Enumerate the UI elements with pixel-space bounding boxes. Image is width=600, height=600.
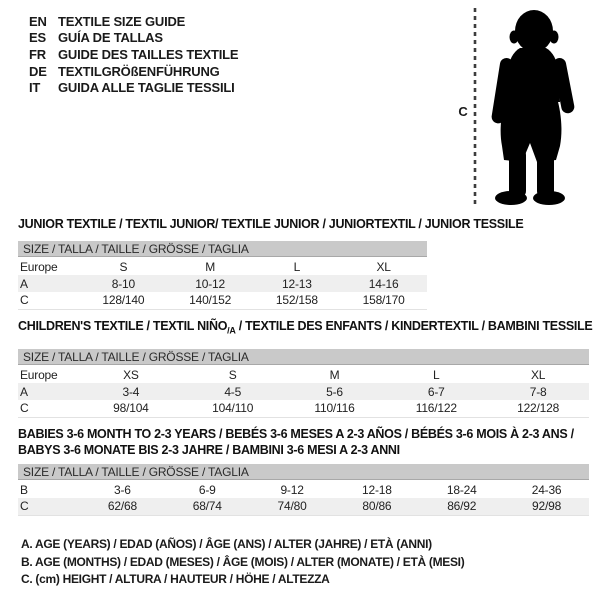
section-title-text: CHILDREN'S TEXTILE / TEXTIL NIÑO bbox=[18, 319, 228, 333]
size-cell: 12-18 bbox=[362, 482, 392, 497]
language-code: FR bbox=[29, 46, 46, 62]
language-code: EN bbox=[29, 13, 47, 29]
size-cell: S bbox=[228, 367, 237, 382]
table-row bbox=[18, 366, 589, 383]
size-header-bar: SIZE / TALLA / TAILLE / GRÖSSE / TAGLIA bbox=[18, 349, 589, 365]
height-marker-label: C bbox=[458, 104, 468, 119]
size-cell: 5-6 bbox=[284, 383, 386, 400]
row-label: C bbox=[18, 400, 80, 417]
size-cell: XL bbox=[530, 367, 546, 382]
language-row bbox=[29, 63, 238, 80]
size-cell: 7-8 bbox=[487, 383, 589, 400]
footnote-b: B. AGE (MONTHS) / EDAD (MESES) / ÂGE (MOIS) / ALTER (MONATE) / ETÀ (MESI) bbox=[21, 554, 465, 569]
footnote-a: A. AGE (YEARS) / EDAD (AÑOS) / ÂGE (ANS) / ALTER (JAHRE) / ETÀ (ANNI) bbox=[21, 537, 432, 551]
section-title-line1: BABIES 3-6 MONTH TO 2-3 YEARS / BEBÉS 3-6 MESES A 2-3 AÑOS / BÉBÉS 3-6 MOIS À 2-3 ANS / bbox=[18, 427, 574, 441]
size-cell: 9-12 bbox=[280, 482, 304, 497]
size-cell: 6-9 bbox=[198, 482, 216, 497]
toddler-silhouette-figure bbox=[455, 4, 595, 214]
size-cell: 74/80 bbox=[250, 498, 335, 515]
size-cell: 86/92 bbox=[419, 498, 504, 515]
size-cell: 24-36 bbox=[531, 482, 562, 497]
size-cell: 140/152 bbox=[167, 292, 254, 309]
row-label: C bbox=[18, 292, 80, 309]
language-code: DE bbox=[29, 63, 47, 79]
section-title-junior: JUNIOR TEXTILE / TEXTIL JUNIOR/ TEXTILE JUNIOR / JUNIORTEXTIL / JUNIOR TESSILE bbox=[18, 217, 524, 231]
language-code: IT bbox=[29, 80, 41, 96]
size-cell: 10-12 bbox=[167, 275, 254, 292]
babies-size-table-block bbox=[18, 464, 589, 516]
size-cell: M bbox=[205, 259, 216, 274]
row-label: B bbox=[20, 482, 28, 497]
toddler-silhouette-icon bbox=[491, 10, 576, 205]
language-row bbox=[29, 13, 238, 30]
size-cell: 116/122 bbox=[385, 400, 487, 417]
table-row bbox=[18, 481, 589, 498]
size-cell: XS bbox=[123, 367, 139, 382]
footnote-c: C. (cm) HEIGHT / ALTURA / HAUTEUR / HÖHE / ALTEZZA bbox=[21, 572, 330, 587]
language-label: GUIDE DES TAILLES TEXTILE bbox=[58, 46, 239, 62]
row-label: A bbox=[18, 383, 80, 400]
size-cell: S bbox=[119, 259, 128, 274]
row-label: Europe bbox=[20, 367, 58, 382]
size-cell: 62/68 bbox=[80, 498, 165, 515]
language-label: TEXTILE SIZE GUIDE bbox=[58, 13, 186, 29]
language-header bbox=[29, 13, 238, 96]
table-row bbox=[18, 400, 589, 417]
size-cell: 4-5 bbox=[182, 383, 284, 400]
size-cell: 18-24 bbox=[446, 482, 477, 497]
size-cell: M bbox=[329, 367, 340, 382]
language-label: GUÍA DE TALLAS bbox=[58, 30, 163, 46]
size-cell: 158/170 bbox=[340, 292, 427, 309]
language-row bbox=[29, 46, 238, 63]
children-size-table bbox=[18, 366, 589, 418]
language-row bbox=[29, 30, 238, 47]
size-cell: 152/158 bbox=[254, 292, 341, 309]
junior-size-table bbox=[18, 258, 427, 310]
section-title-text: / TEXTILE DES ENFANTS / KINDERTEXTIL / BAMBINI TESSILE bbox=[235, 319, 593, 333]
language-row bbox=[29, 79, 238, 96]
size-header-bar: SIZE / TALLA / TAILLE / GRÖSSE / TAGLIA bbox=[18, 464, 589, 480]
babies-size-table bbox=[18, 481, 589, 516]
size-cell: 104/110 bbox=[182, 400, 284, 417]
size-cell: 3-4 bbox=[80, 383, 182, 400]
size-cell: 8-10 bbox=[80, 275, 167, 292]
table-row bbox=[18, 383, 589, 400]
section-title-children bbox=[18, 319, 592, 336]
section-title-babies bbox=[18, 427, 578, 458]
table-row bbox=[18, 258, 427, 275]
section-title-line2: BABYS 3-6 MONATE BIS 2-3 JAHRE / BAMBINI 3-6 MESI A 2-3 ANNI bbox=[18, 442, 400, 457]
size-cell: L bbox=[293, 259, 301, 274]
table-row bbox=[18, 275, 427, 292]
size-header-bar: SIZE / TALLA / TAILLE / GRÖSSE / TAGLIA bbox=[18, 241, 427, 257]
size-cell: L bbox=[433, 367, 440, 382]
size-cell: 68/74 bbox=[165, 498, 250, 515]
size-cell: 80/86 bbox=[334, 498, 419, 515]
row-label: C bbox=[18, 498, 80, 515]
language-label: TEXTILGRÖßENFÜHRUNG bbox=[58, 63, 220, 79]
table-row bbox=[18, 292, 427, 309]
table-row bbox=[18, 498, 589, 515]
footnotes bbox=[21, 536, 464, 589]
row-label: Europe bbox=[20, 259, 58, 274]
size-cell: 122/128 bbox=[487, 400, 589, 417]
language-code: ES bbox=[29, 30, 46, 46]
junior-size-table-block bbox=[18, 241, 427, 310]
row-label: A bbox=[18, 275, 80, 292]
section-title-subscript: /A bbox=[227, 325, 236, 336]
language-label: GUIDA ALLE TAGLIE TESSILI bbox=[58, 80, 235, 96]
size-cell: 14-16 bbox=[340, 275, 427, 292]
size-cell: 92/98 bbox=[504, 498, 589, 515]
size-cell: 3-6 bbox=[114, 482, 131, 497]
size-cell: 12-13 bbox=[254, 275, 341, 292]
children-size-table-block bbox=[18, 349, 589, 418]
size-cell: 128/140 bbox=[80, 292, 167, 309]
size-cell: 110/116 bbox=[284, 400, 386, 417]
size-cell: 6-7 bbox=[385, 383, 487, 400]
size-cell: 98/104 bbox=[80, 400, 182, 417]
size-cell: XL bbox=[376, 259, 391, 274]
